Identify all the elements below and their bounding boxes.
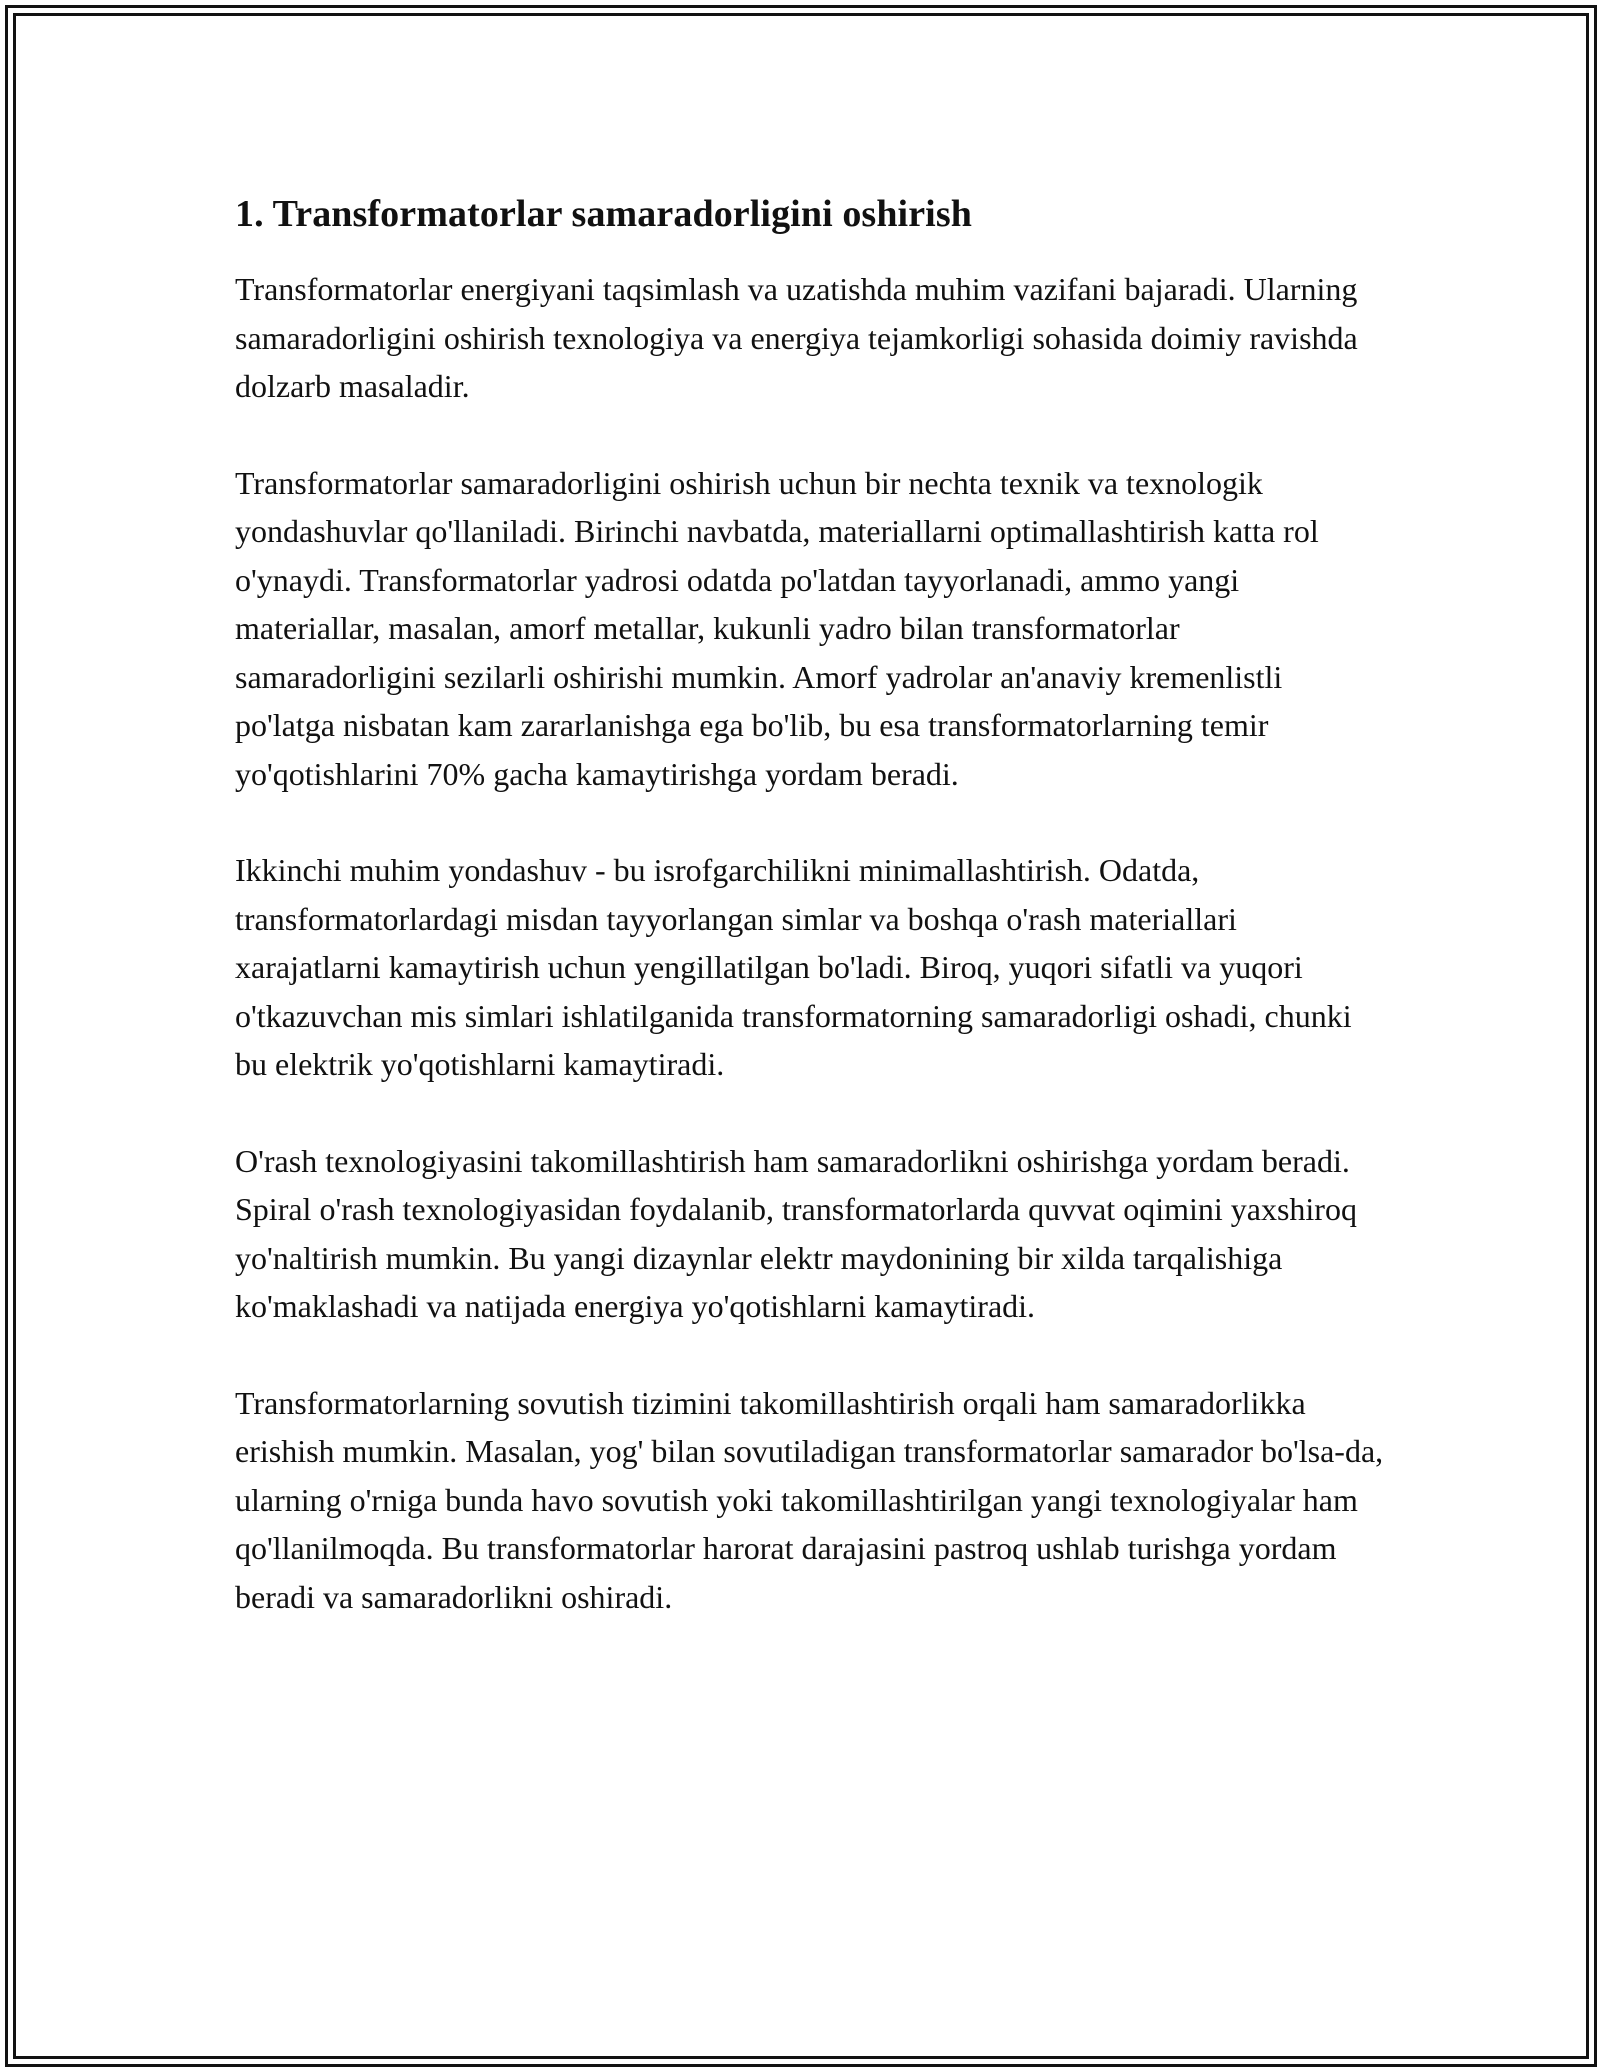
paragraph-materials: Transformatorlar samaradorligini oshirish uchun bir nechta texnik va texnologik yondashuvlar qo'llaniladi. Birinchi navbatda, materiallarni optimallashtirish katta rol o'ynaydi. Transformatorlar yadrosi odatda po'latdan tayyorlanadi, ammo yangi materiallar, masalan, amorf metallar, kukunli yadro bilan transformatorlar samaradorligini sezilarli oshirishi mumkin. Amorf yadrolar an'anaviy kremenlistli po'latga nisbatan kam zararlanishga ega bo'lib, bu esa transformatorlarning temir yo'qotishlarini 70% gacha kamaytirishga yordam beradi. [235, 464, 1319, 792]
paragraph-cooling: Transformatorlarning sovutish tizimini takomillashtirish orqali ham samaradorlikka erishish mumkin. Masalan, yog' bilan sovutiladigan transformatorlar samarador bo'lsa-da, ularning o'rniga bunda havo sovutish yoki takomillashtirilgan yangi texnologiyalar ham qo'llanilmoqda. Bu transformatorlar harorat darajasini pastroq ushlab turishga yordam beradi va samaradorlikni oshiradi. [235, 1384, 1384, 1615]
paragraph-winding: O'rash texnologiyasini takomillashtirish ham samaradorlikni oshirishga yordam beradi. Spiral o'rash texnologiyasidan foydalanib, transformatorlarda quvvat oqimini yaxshiroq yo'naltirish mumkin. Bu yangi dizaynlar elektr maydonining bir xilda tarqalishiga ko'maklashadi va natijada energiya yo'qotishlarni kamaytiradi. [235, 1142, 1357, 1324]
section-heading: 1. Transformatorlar samaradorligini oshirish [235, 193, 972, 235]
paragraph-wiring: Ikkinchi muhim yondashuv - bu isrofgarchilikni minimallashtirish. Odatda, transformatorlardagi misdan tayyorlangan simlar va boshqa o'rash materiallari xarajatlarni kamaytirish uchun yengillatilgan bo'ladi. Biroq, yuqori sifatli va yuqori o'tkazuvchan mis simlari ishlatilganida transformatorning samaradorligi oshadi, chunki bu elektrik yo'qotishlarni kamaytiradi. [235, 852, 1352, 1082]
document-body [235, 188, 1385, 1669]
paragraph-intro: Transformatorlar energiyani taqsimlash va uzatishda muhim vazifani bajaradi. Ularning samaradorligini oshirish texnologiya va energiya tejamkorligi sohasida doimiy ravishda dolzarb masaladir. [235, 271, 1358, 404]
